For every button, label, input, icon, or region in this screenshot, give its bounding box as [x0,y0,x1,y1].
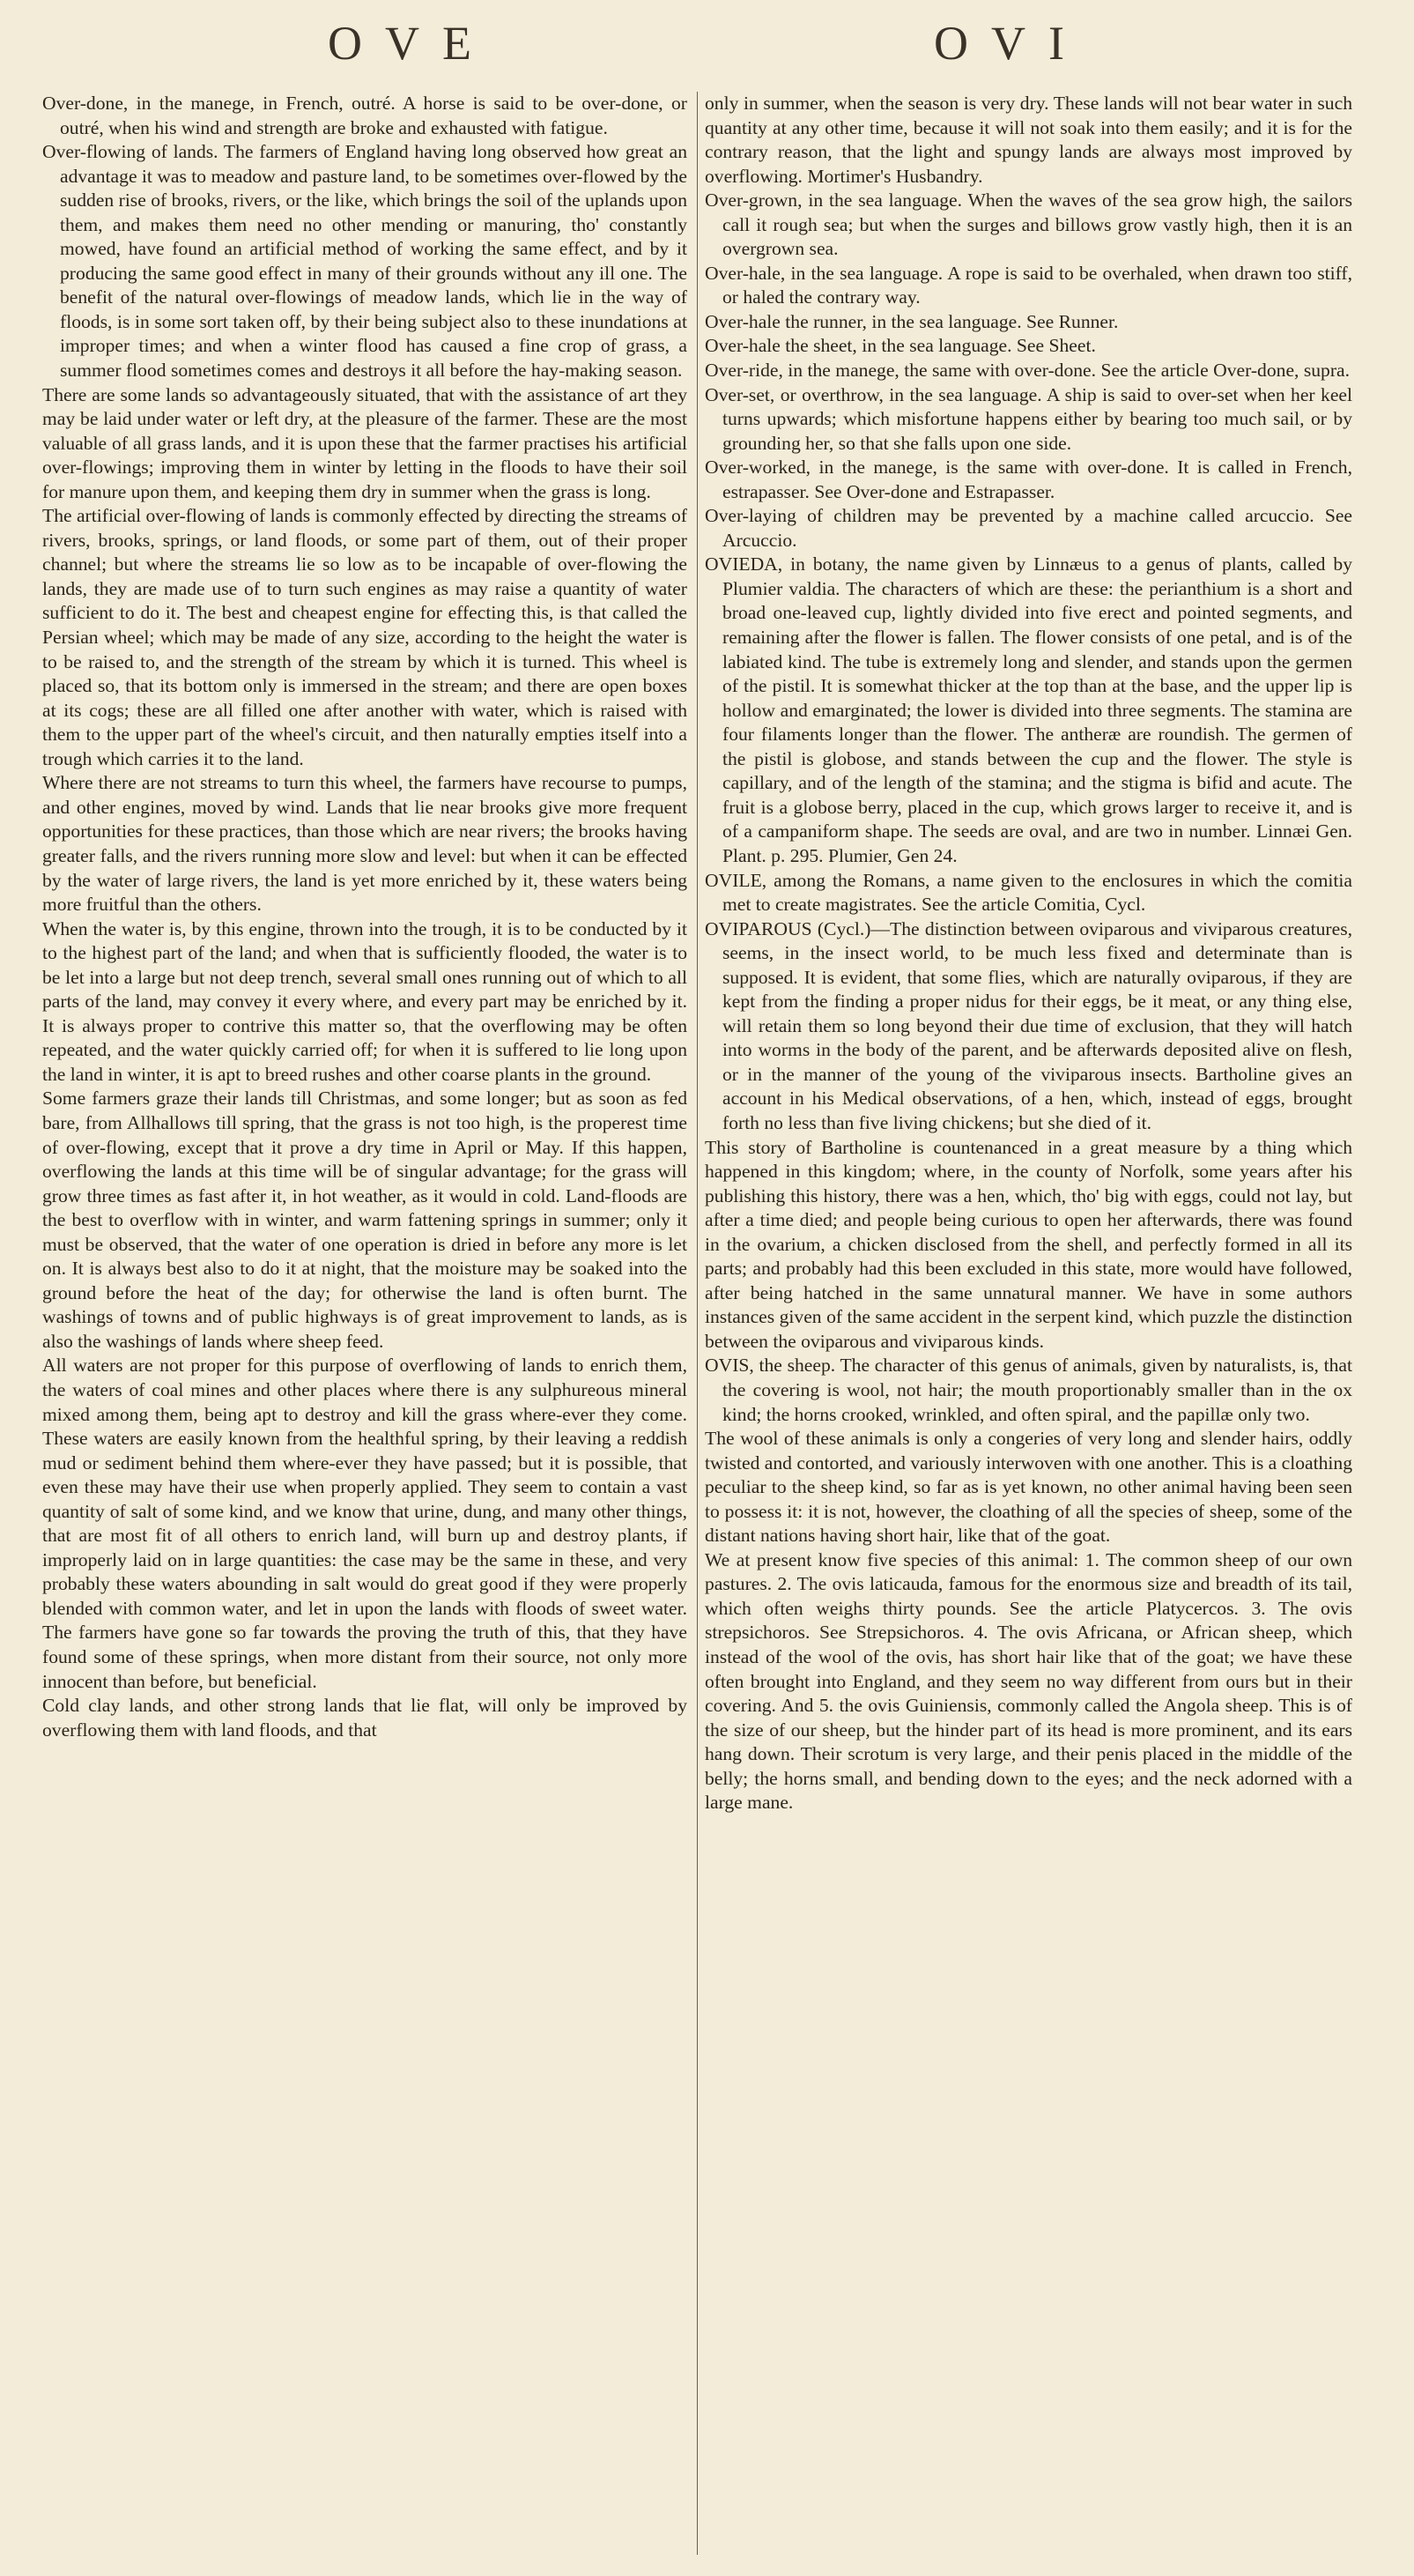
entry-over-grown: Over-grown, in the sea language. When the waves of the sea grow high, the sailors call it rough sea; but when the surges and billows grow vastly high, then it is an overgrown sea. [705,189,1352,260]
running-head-right: OVI [934,17,1087,70]
paragraph-five-species: We at present know five species of this animal: 1. The common sheep of our own pastures. 2. The ovis laticauda, famous for the enormous size and breadth of its tail, which often weighs thirty pounds. See the article Platycercos. 3. The ovis strepsichoros. See Strepsichoros. 4. The ovis Africana, or African sheep, which instead of the wool of the ovis, has short hair like that of the goat; we have these often brought into England, and they seem no way different from ours but in their covering. And 5. the ovis Guiniensis, commonly called the Angola sheep. This is of the size of our sheep, but the hinder part of its head is more prominent, and its ears hang down. Their scrotum is very large, and their penis placed in the middle of the belly; the horns small, and bending down to the eyes; and the neck adorned with a large mane. [705,1548,1352,1814]
paragraph-improper-waters: All waters are not proper for this purpose of overflowing of lands to enrich them, the waters of coal mines and other places where there is any sulphureous mineral mixed among them, being apt to destroy and kill the grass where-ever they come. These waters are easily known from the healthful spring, by their leaving a reddish mud or sediment behind them where-ever they have passed; but it is possible, that even these may have their use when properly applied. They seem to contain a vast quantity of salt of some kind, and we know that urine, dung, and many other things, that are most fit of all others to enrich land, will burn up and destroy plants, if improperly laid on in large quantities: the case may be the same in these, and very probably these waters abounding in salt would do great good if they were properly blended with common water, and let in upon the lands with floods of sweet water. The farmers have gone so far towards the proving the truth of this, that they have found some of these springs, when more distant from their source, not only more innocent than before, but beneficial. [42,1355,687,1692]
entry-over-ride: Over-ride, in the manege, the same with over-done. See the article Over-done, supra. [705,360,1351,382]
paragraph-bartholine-story: This story of Bartholine is countenanced in a great measure by a thing which happened in this kingdom; where, in the county of Norfolk, some years after his publishing this history, there was a hen, which, tho' big with eggs, could not lay, but after a time died; and people being curious to open her afterwards, there was found in the ovarium, a chicken disclosed from the shell, and perfectly formed in all its parts; and probably had this been excluded in this state, more would have followed, after being hatched in the same unnatural manner. We have in some authors instances given of the same accident in the serpent kind, which puzzle the distinction between the oviparous and viviparous kinds. [705,1136,1352,1352]
paragraph-trough-trench: When the water is, by this engine, thrown into the trough, it is to be conducted by it to the highest part of the land; and when that is sufficiently flooded, the water is to be let into a large but not deep trench, several small ones running out of which to all parts of the land, may convey it every where, and every part may be enriched by it. It is always proper to contrive this matter so, that the overflowing may be often repeated, and the water quickly carried off; for when it is suffered to lie long upon the land in winter, it is apt to breed rushes and other coarse plants in the ground. [42,917,687,1085]
entry-over-worked: Over-worked, in the manege, is the same with over-done. It is called in French, estrapasser. See Over-done and Estrapasser. [705,457,1352,502]
entry-over-done: Over-done, in the manege, in French, outré. A horse is said to be over-done, or outré, when his wind and strength are broke and exhausted with fatigue. [42,93,687,138]
entry-over-flowing-of-lands: Over-flowing of lands. The farmers of England having long observed how great an advantage it was to meadow and pasture land, to be sometimes over-flowed by the sudden rise of brooks, rivers, or the like, which brings the soil of the uplands upon them, and makes them need no other mending or manuring, tho' constantly mowed, have found an artificial method of working the same effect, and by it producing the same good effect in many of their grounds without any ill one. The benefit of the natural over-flowings of meadow lands, which lie in the way of floods, is in some sort taken off, by their being subject also to these inundations at improper times; and when a winter flood has caused a fine crop of grass, a summer flood sometimes comes and destroys it all before the hay-making season. [42,141,687,382]
entry-over-hale-the-sheet: Over-hale the sheet, in the sea language. See Sheet. [705,335,1096,357]
paragraph-artificial-overflowing: The artificial over-flowing of lands is commonly effected by directing the streams of rivers, brooks, springs, or land floods, or some part of them, out of their proper channel; but where the streams lie so low as to be incapable of over-flowing the lands, they are made use of to turn such engines as may raise a quantity of water sufficient to do it. The best and cheapest engine for effecting this, is that called the Persian wheel; which may be made of any size, according to the height the water is to be raised to, and the strength of the stream by which it is turned. This wheel is placed so, that its bottom only is immersed in the stream; and there are open boxes at its cogs; these are all filled one after another with water, which is raised with them to the upper part of the wheel's circuit, and then naturally empties itself into a trough which carries it to the land. [42,505,687,769]
column-rule [697,92,698,2555]
paragraph-continuation-husbandry: only in summer, when the season is very dry. These lands will not bear water in such quantity at any other time, because it will not soak into them easily; and it is for the contrary reason, that the light and spungy lands are always most improved by overflowing. Mortimer's Husbandry. [705,93,1352,187]
entry-ovis: OVIS, the sheep. The character of this genus of animals, given by naturalists, is, that the covering is wool, not hair; the mouth proportionably smaller than in the ox kind; the horns crooked, wrinkled, and often spiral, and the papillæ only two. [705,1355,1352,1425]
paragraph-cold-clay-lands: Cold clay lands, and other strong lands that lie flat, will only be improved by overflowing them with land floods, and that [42,1695,687,1741]
paragraph-graze-lands: Some farmers graze their lands till Christmas, and some longer; but as soon as fed bare, from Allhallows till spring, that the grass is not too high, is the properest time of over-flowing, except that it prove a dry time in April or May. If this happen, overflowing the lands at this time will be of singular advantage; for the grass will grow three times as fast after it, in hot weather, as it would in cold. Land-floods are the best to overflow with in winter, and warm fattening springs in summer; only it must be observed, that the water of one operation is dried in before any more is let on. It is always best also to do it at night, that the moisture may be soaked into the ground before the heat of the day; for otherwise the land is often burnt. The washings of towns and of public highways is of great improvement to lands, as is also the washings of lands where sheep feed. [42,1088,687,1352]
left-column [42,92,687,2559]
paragraph-pumps-engines: Where there are not streams to turn this wheel, the farmers have recourse to pumps, and other engines, moved by wind. Lands that lie near brooks give more frequent opportunities for these practices, than those which are near rivers; the brooks having greater falls, and the rivers running more slow and level: but when it can be effected by the water of large rivers, the land is yet more enriched by it, these waters being more fruitful than the others. [42,772,687,916]
paragraph-wool: The wool of these animals is only a congeries of very long and slender hairs, oddly twisted and contorted, and variously interwoven with one another. This is a cloathing peculiar to the sheep kind, so far as is yet known, no other animal having been seen to possess it: it is not, however, the cloathing of all the species of sheep, some of the distant nations having short hair, like that of the goat. [705,1428,1352,1547]
entry-ovieda: OVIEDA, in botany, the name given by Linnæus to a genus of plants, called by Plumier valdia. The characters of which are these: the perianthium is a short and broad one-leaved cup, lightly divided into five erect and pointed segments, and remaining after the flower is fallen. The flower consists of one petal, and is of the labiated kind. The tube is extremely long and slender, and stands upon the germen of the pistil. It is somewhat thicker at the top than at the base, and the upper lip is hollow and emarginated; the lower is divided into three segments. The stamina are four filaments longer than the flower. The antheræ are roundish. The germen of the pistil is globose, and stands between the cup and the flower. The style is capillary, and of the length of the stamina; and the stigma is bifid and acute. The fruit is a globose berry, placed in the cup, which grows larger to receive it, and is of a campaniform shape. The seeds are oval, and are two in number. Linnæi Gen. Plant. p. 295. Plumier, Gen 24. [705,553,1352,866]
entry-over-hale-the-runner: Over-hale the runner, in the sea language. See Runner. [705,310,1119,332]
entry-over-hale: Over-hale, in the sea language. A rope is said to be overhaled, when drawn too stiff, or haled the contrary way. [705,262,1352,308]
entry-oviparous: OVIPAROUS (Cycl.)—The distinction between oviparous and viviparous creatures, seems, in the insect world, to be much less fixed and determinate than is supposed. It is evident, that some flies, which are naturally oviparous, if they are kept from the finding a proper nidus for their eggs, be it meat, or any thing else, will retain them so long beyond their due time of exclusion, that they will hatch into worms in the body of the parent, and be afterwards deposited alive on flesh, or in the manner of the young of the viviparous insects. Bartholine gives an account in his Medical observations, of a hen, which, instead of eggs, brought forth no less than five living chickens; but she died of it. [705,917,1352,1133]
entry-over-set: Over-set, or overthrow, in the sea language. A ship is said to over-set when her keel turns upwards; which misfortune happens either by bearing too much sail, or by grounding her, so that she falls upon one side. [705,383,1352,454]
running-head-left: OVE [328,17,494,70]
entry-over-laying: Over-laying of children may be prevented by a machine called arcuccio. See Arcuccio. [705,505,1352,551]
paragraph-situated-lands: There are some lands so advantageously situated, that with the assistance of art they may be laid under water or left dry, at the pleasure of the farmer. These are the most valuable of all grass lands, and it is upon these that the farmer practises his artificial over-flowings; improving them in winter by letting in the floods to have their soil for manure upon them, and keeping them dry in summer when the grass is long. [42,383,687,502]
right-column [705,92,1352,2559]
entry-ovile: OVILE, among the Romans, a name given to the enclosures in which the comitia met to create magistrates. See the article Comitia, Cycl. [705,869,1352,916]
